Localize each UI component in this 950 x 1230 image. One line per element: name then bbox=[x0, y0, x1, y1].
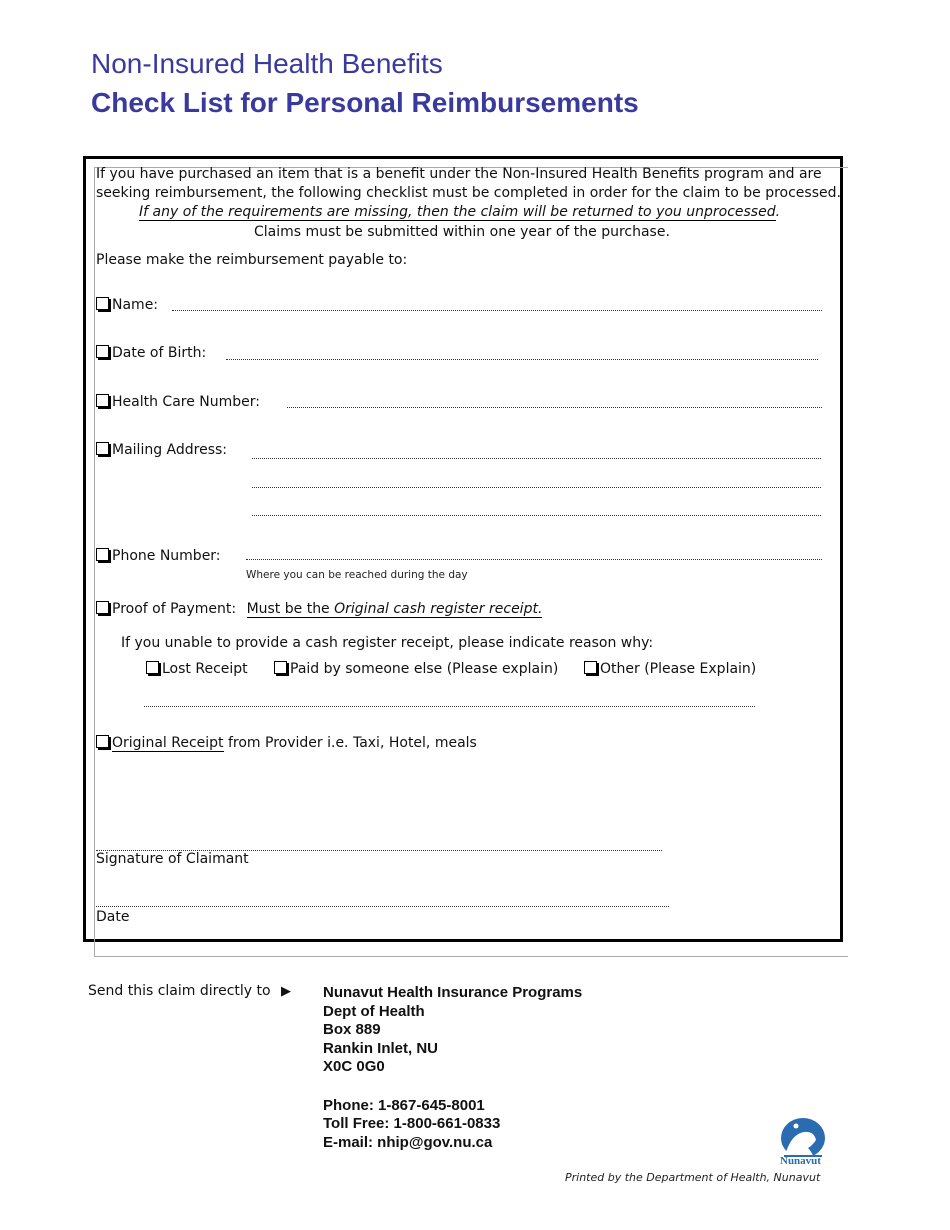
name-checkbox[interactable] bbox=[96, 297, 109, 310]
send-text: Send this claim directly to bbox=[88, 983, 271, 999]
phone-label: Phone Number: bbox=[112, 548, 221, 564]
warning-period: . bbox=[775, 204, 781, 220]
address-field-3[interactable] bbox=[252, 515, 821, 516]
option-other[interactable] bbox=[584, 661, 756, 677]
signature-label: Signature of Claimant bbox=[96, 851, 249, 867]
original-receipt-rest: from Provider i.e. Taxi, Hotel, meals bbox=[223, 735, 477, 751]
phone-field[interactable] bbox=[246, 559, 822, 560]
addr-phone: Phone: 1-867-645-8001 bbox=[323, 1097, 485, 1114]
hcn-checkbox[interactable] bbox=[96, 394, 109, 407]
paid-by-someone-label: Paid by someone else (Please explain) bbox=[290, 661, 559, 677]
proof-label: Proof of Payment: bbox=[112, 601, 237, 617]
option-paid-other[interactable] bbox=[274, 661, 558, 677]
name-label: Name: bbox=[112, 297, 159, 313]
date-label: Date bbox=[96, 909, 130, 925]
addr-tollfree: Toll Free: 1-800-661-0833 bbox=[323, 1115, 501, 1132]
dob-checkbox[interactable] bbox=[96, 345, 109, 358]
intro-line-2: seeking reimbursement, the following checklist must be completed in order for the claim to be processed. bbox=[96, 185, 841, 201]
hcn-label: Health Care Number: bbox=[112, 394, 260, 410]
form-subtitle: Check List for Personal Reimbursements bbox=[91, 87, 639, 118]
send-label bbox=[88, 983, 291, 999]
addr-dept: Dept of Health bbox=[323, 1003, 425, 1020]
proof-requirement bbox=[247, 601, 543, 618]
proof-must: Must be the bbox=[246, 601, 335, 617]
address-field-1[interactable] bbox=[252, 458, 821, 459]
proof-original: Original cash register receipt. bbox=[334, 601, 543, 617]
original-receipt-checkbox[interactable] bbox=[96, 735, 109, 748]
warning-line bbox=[139, 204, 780, 220]
phone-note: Where you can be reached during the day bbox=[246, 569, 468, 581]
dob-row bbox=[96, 345, 206, 361]
phone-checkbox[interactable] bbox=[96, 548, 109, 561]
no-receipt-prompt: If you unable to provide a cash register receipt, please indicate reason why: bbox=[121, 635, 654, 651]
lost-receipt-checkbox[interactable] bbox=[146, 661, 159, 674]
address-field-2[interactable] bbox=[252, 487, 821, 488]
addr-city: Rankin Inlet, NU bbox=[323, 1040, 439, 1057]
logo-text: Nunavut bbox=[780, 1155, 821, 1167]
form-title: Non-Insured Health Benefits bbox=[91, 48, 443, 79]
hcn-field[interactable] bbox=[287, 407, 822, 408]
other-label: Other (Please Explain) bbox=[600, 661, 757, 677]
lost-receipt-label: Lost Receipt bbox=[162, 661, 248, 677]
phone-row bbox=[96, 548, 221, 564]
explanation-field[interactable] bbox=[144, 706, 755, 707]
arrow-right-icon: ▶ bbox=[281, 984, 292, 999]
deadline-text: Claims must be submitted within one year of the purchase. bbox=[254, 224, 670, 240]
addr-org: Nunavut Health Insurance Programs bbox=[323, 984, 583, 1001]
address-row bbox=[96, 442, 227, 458]
proof-checkbox[interactable] bbox=[96, 601, 109, 614]
inner-border-bottom bbox=[94, 956, 848, 957]
date-field[interactable] bbox=[96, 906, 669, 907]
original-receipt-row bbox=[96, 735, 477, 751]
option-lost[interactable] bbox=[146, 661, 248, 677]
hcn-row bbox=[96, 394, 260, 410]
addr-box: Box 889 bbox=[323, 1021, 381, 1038]
other-checkbox[interactable] bbox=[584, 661, 597, 674]
address-checkbox[interactable] bbox=[96, 442, 109, 455]
name-row bbox=[96, 297, 158, 313]
intro-line-1: If you have purchased an item that is a benefit under the Non-Insured Health Benefits program and are bbox=[96, 166, 822, 182]
addr-email: E-mail: nhip@gov.nu.ca bbox=[323, 1134, 493, 1151]
payable-text: Please make the reimbursement payable to: bbox=[96, 252, 408, 268]
addr-postal: X0C 0G0 bbox=[323, 1058, 385, 1075]
original-receipt-underlined: Original Receipt bbox=[112, 735, 224, 751]
dob-label: Date of Birth: bbox=[112, 345, 207, 361]
dob-field[interactable] bbox=[226, 359, 818, 360]
printed-by: Printed by the Department of Health, Nunavut bbox=[565, 1171, 821, 1184]
paid-by-someone-checkbox[interactable] bbox=[274, 661, 287, 674]
inner-border-left bbox=[94, 167, 95, 957]
warning-text: If any of the requirements are missing, then the claim will be returned to you unprocessed bbox=[139, 204, 776, 220]
proof-row bbox=[96, 601, 542, 617]
name-field[interactable] bbox=[172, 310, 822, 311]
address-label: Mailing Address: bbox=[112, 442, 228, 458]
